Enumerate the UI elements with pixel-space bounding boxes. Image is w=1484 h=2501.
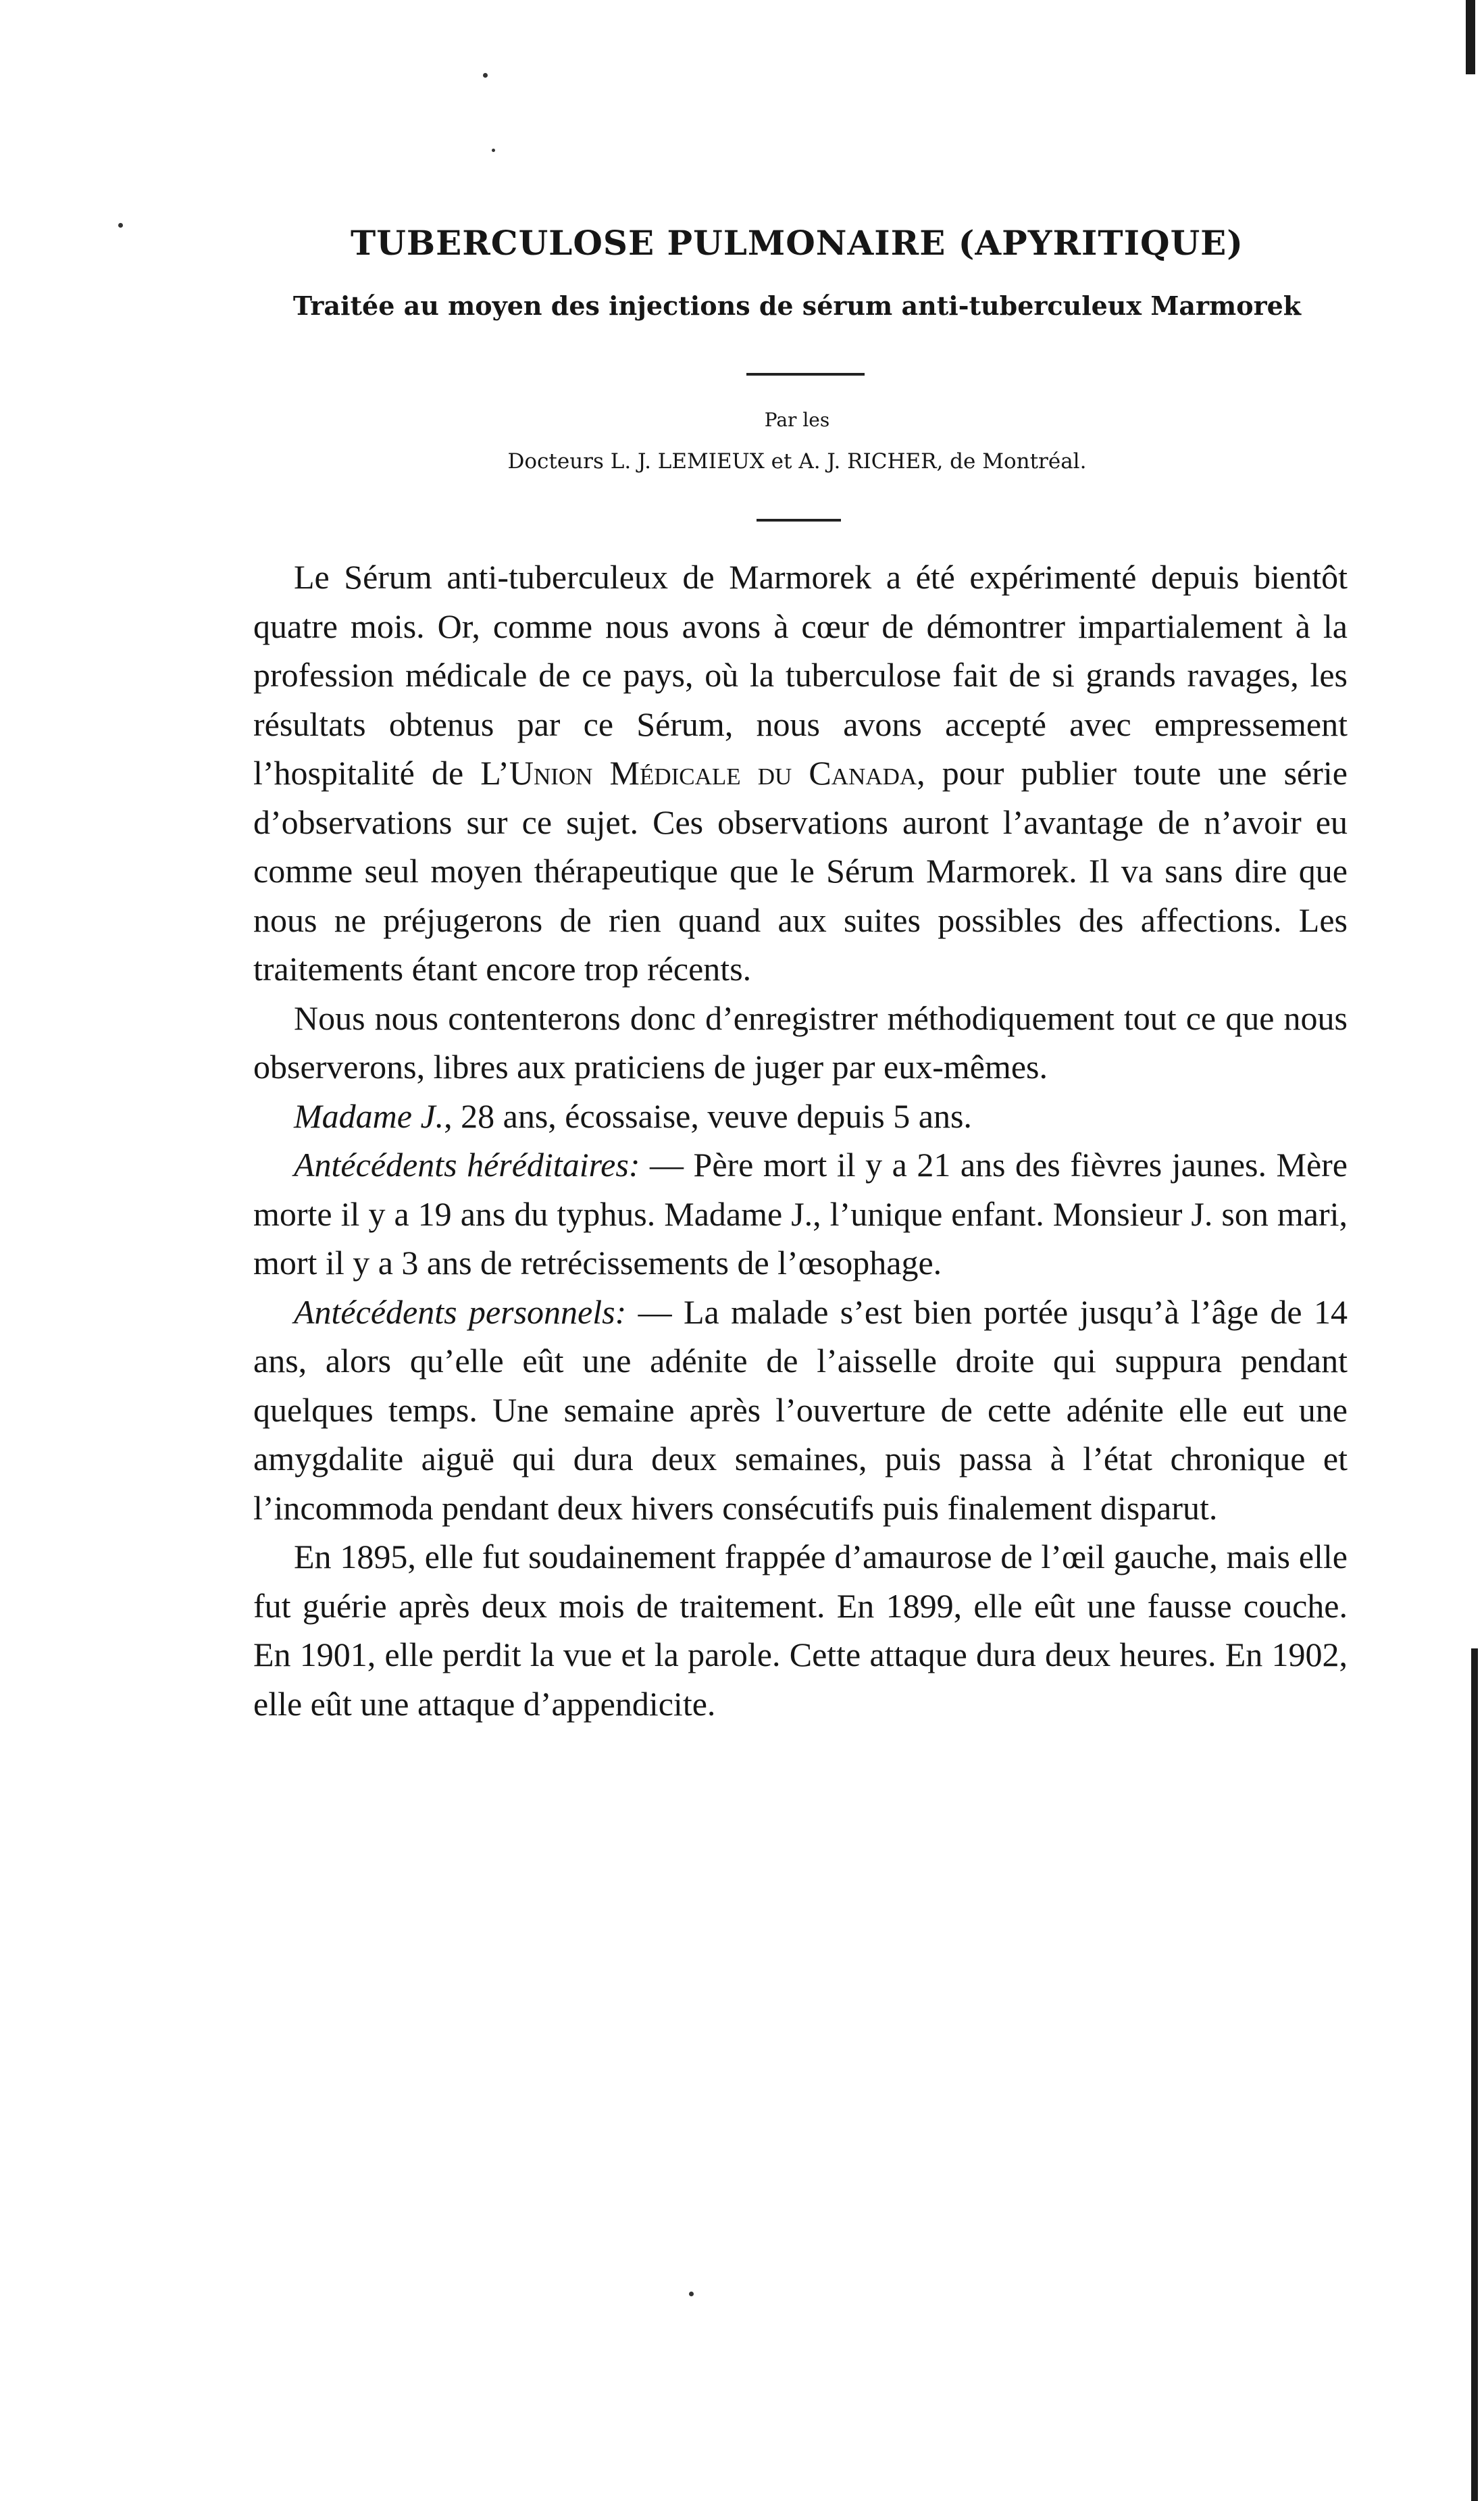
paragraph-patient: Madame J., 28 ans, écossaise, veuve depuis 5 ans. xyxy=(294,1096,972,1135)
paragraph-method: Nous nous contenterons donc d’enregistrer méthodiquement tout ce que nous observerons, libres aux praticiens de juger par eux-mêmes. xyxy=(253,999,1348,1086)
article-title: TUBERCULOSE PULMONAIRE (APYRITIQUE) xyxy=(351,223,1244,263)
paragraph-personal: Antécédents personnels: — La malade s’est bien portée jusqu’à l’âge de 14 ans, alors qu’elle eût une adénite de l’aisselle droite qui suppura pendant quelques temps. Une semaine après l’ouverture de cette adénite elle eut une amygdalite aiguë qui dura deux semaines, puis passa à l’état chronique et l’incommoda pendant deux hivers consécutifs puis finalement disparut. xyxy=(253,1292,1348,1527)
patient-name: Madame J. xyxy=(294,1096,444,1135)
scan-speck xyxy=(118,223,123,228)
scan-speck xyxy=(492,149,495,152)
scan-speck xyxy=(689,2292,694,2296)
byline-prefix: Par les xyxy=(764,409,830,431)
paragraph-history: En 1895, elle fut soudainement frappée d’amaurose de l’œil gauche, mais elle fut guérie après deux mois de traitement. En 1899, elle eût une fausse couche. En 1901, elle perdit la vue et la parole. Cette attaque dura deux heures. En 1902, elle eût une attaque d’appendicite. xyxy=(253,1538,1348,1723)
byline-authors: Docteurs L. J. LEMIEUX et A. J. RICHER, de Montréal. xyxy=(507,449,1087,474)
scan-speck xyxy=(483,73,488,78)
scan-edge-right xyxy=(1471,1648,1478,2501)
section-label-personal: Antécédents personnels: xyxy=(294,1292,627,1331)
article-body xyxy=(253,553,1348,1728)
paragraph-hereditary: Antécédents héréditaires: — Père mort il y a 21 ans des fièvres jaunes. Mère morte il y a 19 ans du typhus. Madame J., l’unique enfant. Monsieur J. son mari, mort il y a 3 ans de retrécissements de l’œsophage. xyxy=(253,1146,1348,1282)
scan-edge-top-right xyxy=(1466,0,1475,74)
section-label-hereditary: Antécédents héréditaires: xyxy=(294,1146,640,1184)
article-subtitle: Traitée au moyen des injections de sérum anti-tuberculeux Marmorek xyxy=(292,290,1302,321)
title-divider xyxy=(746,373,865,376)
byline-divider xyxy=(757,519,841,522)
paragraph-intro: Le Sérum anti-tuberculeux de Marmorek a été expérimenté depuis bientôt quatre mois. Or, comme nous avons à cœur de démontrer impartialement à la profession médicale de ce pays, où la tuberculose fait de si grands ravages, les résultats obtenus par ce Sérum, nous avons accepté avec empressement l’hospitalité de L’Union Médicale du Canada, pour publier toute une série d’observations sur ce sujet. Ces observations auront l’avantage de n’avoir eu comme seul moyen thérapeutique que le Sérum Marmorek. Il va sans dire que nous ne préjugerons de rien quand aux suites possibles des affections. Les traitements étant encore trop récents. xyxy=(253,558,1348,988)
journal-name: L’Union Médicale du Canada xyxy=(480,754,917,792)
